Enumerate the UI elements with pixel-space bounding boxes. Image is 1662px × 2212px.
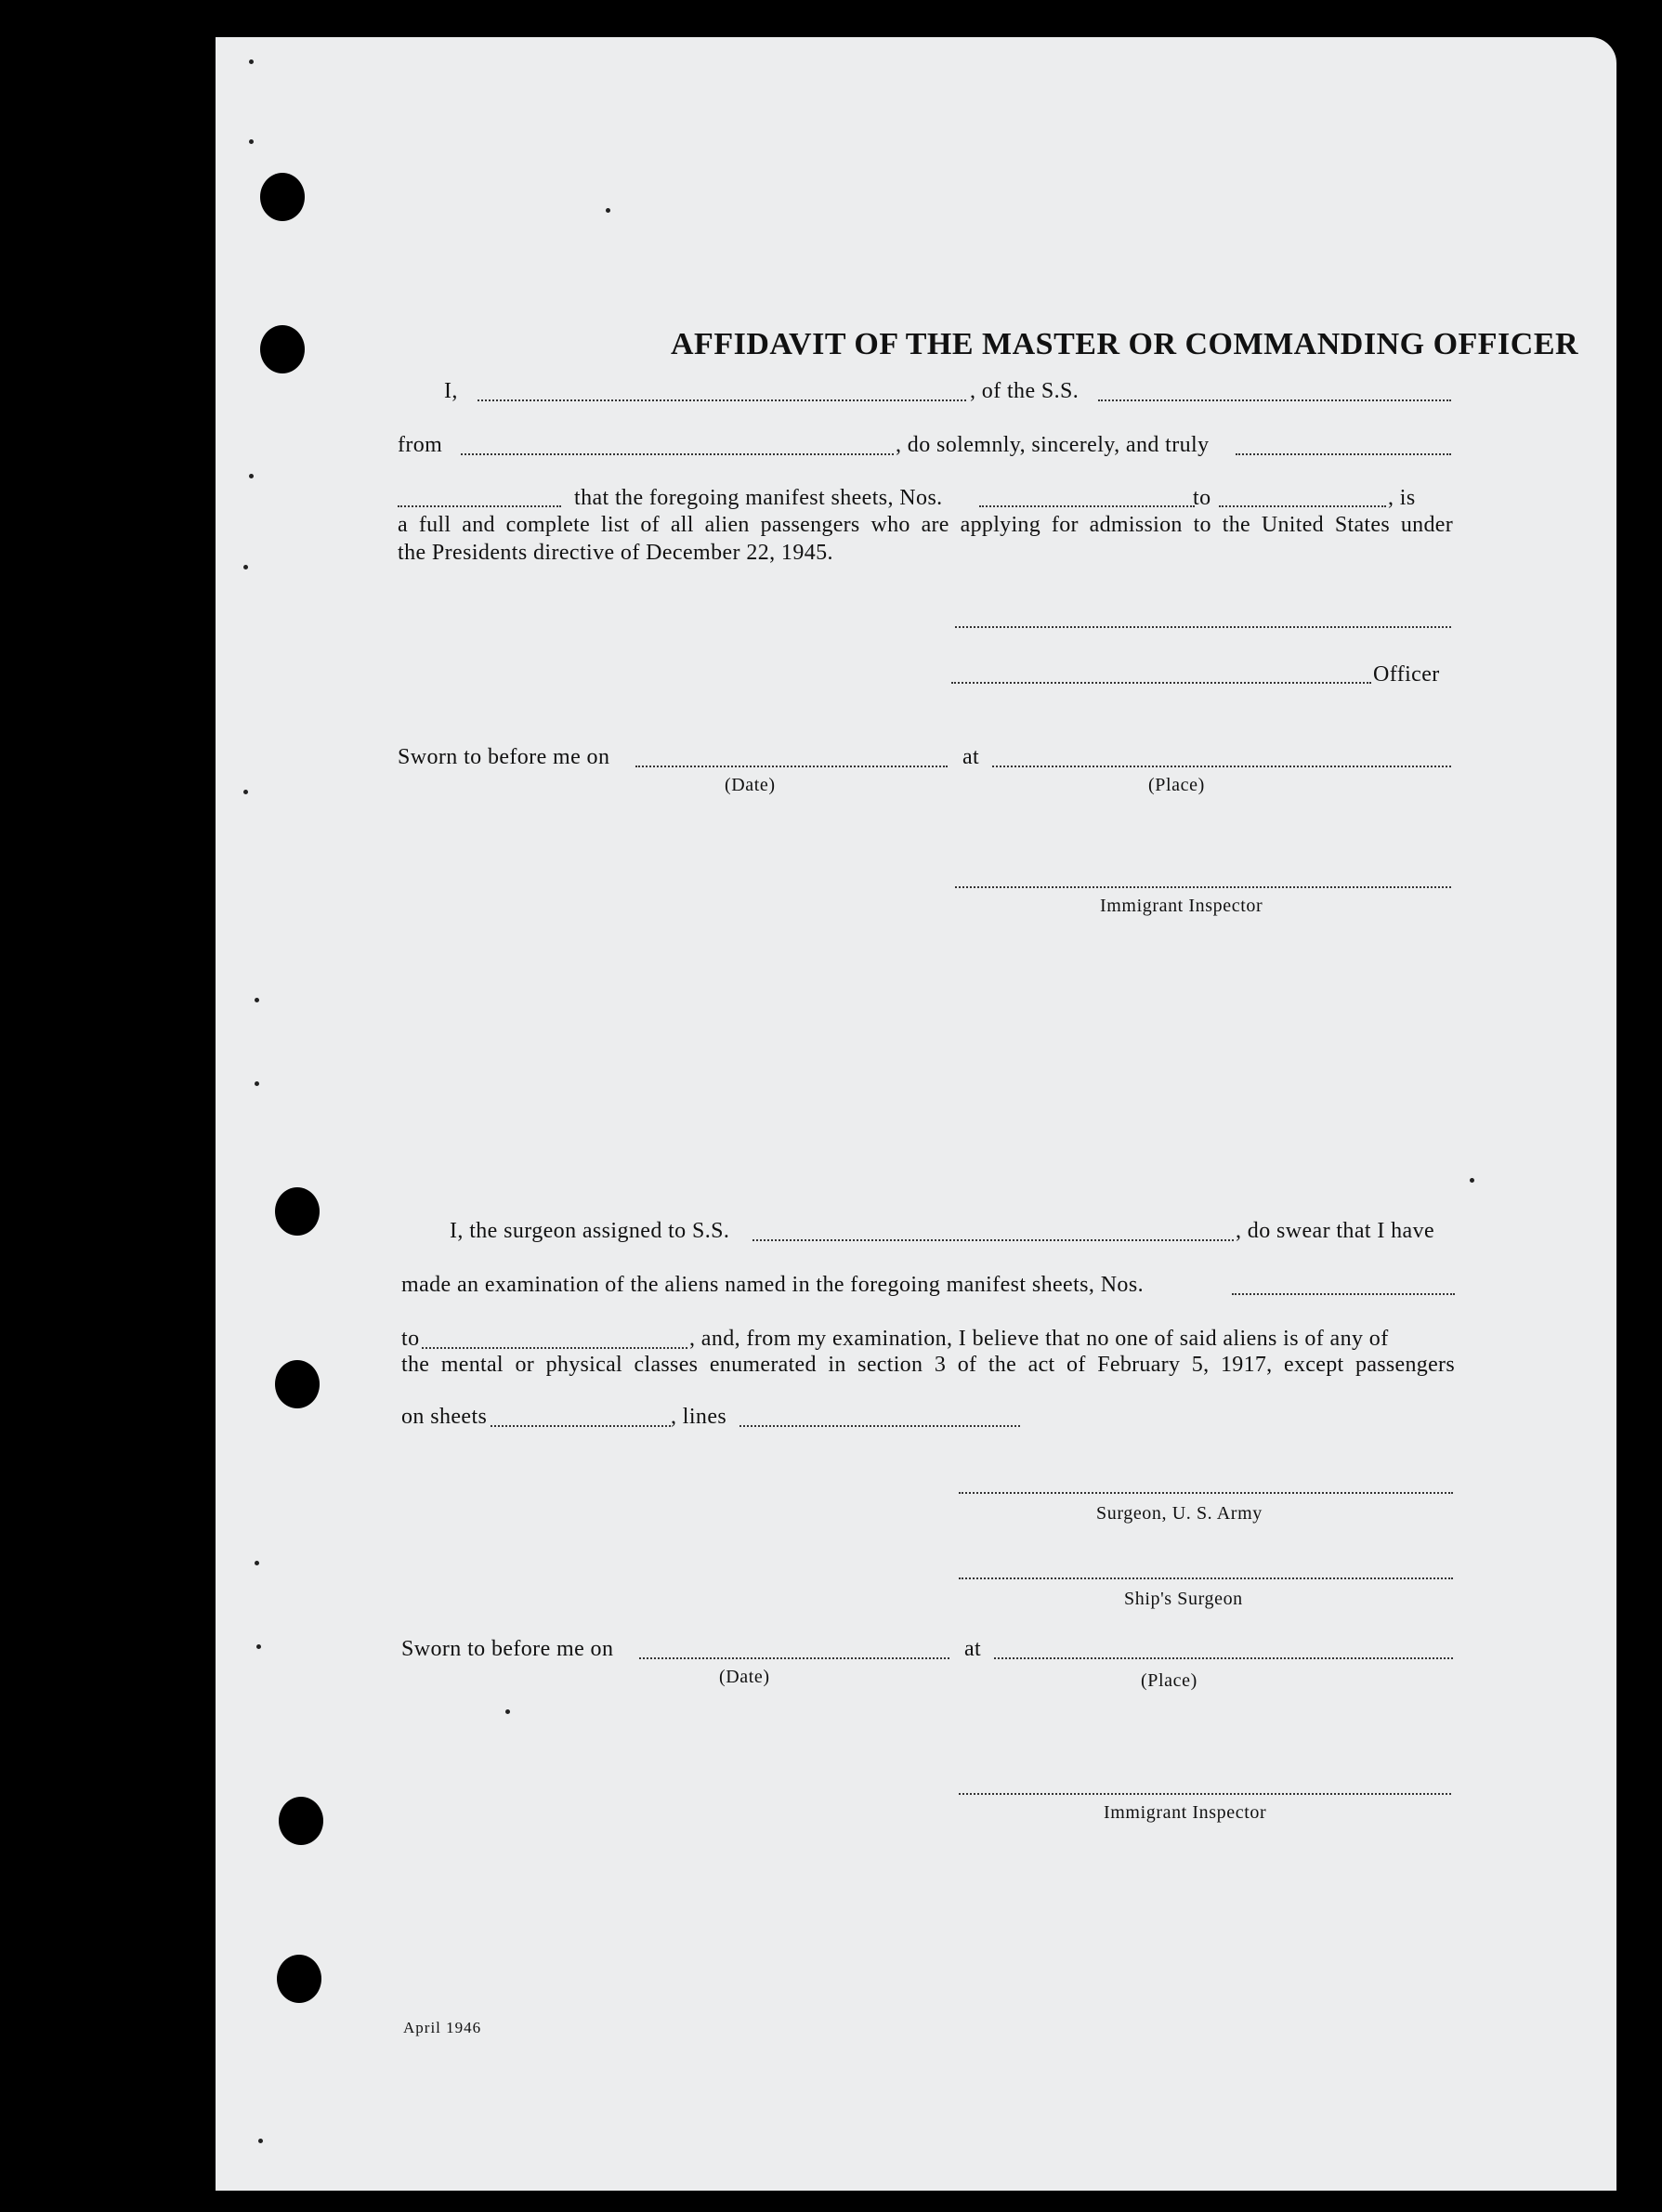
surgeon-nos-to-field[interactable]: [422, 1347, 687, 1349]
punch-hole: [277, 1955, 321, 2003]
master-at-label: at: [962, 745, 980, 769]
document-page: [216, 37, 1616, 2191]
master-nos-from-field[interactable]: [979, 505, 1195, 507]
surgeon-lines-label: , lines: [671, 1405, 727, 1429]
speck: [255, 1561, 259, 1565]
surgeon-date-caption: (Date): [719, 1667, 770, 1687]
master-ss-label: , of the S.S.: [970, 379, 1080, 403]
master-signature-field[interactable]: [955, 626, 1451, 628]
master-ship-field[interactable]: [1098, 399, 1451, 401]
officer-label: Officer: [1373, 662, 1440, 687]
master-body-line-2: the Presidents directive of December 22, 1945.: [398, 541, 833, 565]
officer-signature-field[interactable]: [951, 682, 1371, 684]
surgeon-to-label: to: [401, 1327, 420, 1351]
surgeon-sworn-label: Sworn to before me on: [401, 1637, 614, 1661]
speck: [243, 565, 248, 569]
master-from-label: from: [398, 433, 443, 457]
master-place-caption: (Place): [1148, 775, 1205, 795]
master-body-line: a full and complete list of all alien passengers who are applying for admission to the United States under: [398, 513, 1453, 537]
speck: [505, 1709, 510, 1714]
ship-surgeon-signature-field[interactable]: [959, 1577, 1453, 1579]
punch-hole: [260, 325, 305, 373]
speck: [255, 998, 259, 1002]
army-surgeon-label: Surgeon, U. S. Army: [1096, 1503, 1263, 1524]
surgeon-inspector-signature-field[interactable]: [959, 1793, 1451, 1795]
speck: [243, 790, 248, 794]
surgeon-sheets-field[interactable]: [491, 1425, 671, 1427]
surgeon-place-caption: (Place): [1141, 1670, 1197, 1691]
master-name-field[interactable]: [478, 399, 966, 401]
speck: [249, 59, 254, 64]
surgeon-sheets-label: on sheets: [401, 1405, 488, 1429]
punch-hole: [279, 1797, 323, 1845]
speck: [606, 208, 610, 213]
master-inspector-signature-field[interactable]: [955, 886, 1451, 888]
ship-surgeon-label: Ship's Surgeon: [1124, 1589, 1243, 1609]
master-sworn-label: Sworn to before me on: [398, 745, 610, 769]
speck: [1470, 1178, 1474, 1183]
speck: [255, 1081, 259, 1086]
surgeon-inspector-label: Immigrant Inspector: [1104, 1802, 1267, 1823]
form-title: AFFIDAVIT OF THE MASTER OR COMMANDING OFFICER: [671, 327, 1579, 361]
master-from-field[interactable]: [461, 453, 894, 455]
surgeon-exam-label: made an examination of the aliens named in the foregoing manifest sheets, Nos.: [401, 1273, 1144, 1297]
surgeon-belief-label: , and, from my examination, I believe that no one of said aliens is of any of: [689, 1327, 1389, 1351]
speck: [256, 1644, 261, 1649]
speck: [258, 2139, 263, 2143]
master-i-label: I,: [444, 379, 458, 403]
master-oath-field[interactable]: [398, 505, 561, 507]
master-date-caption: (Date): [725, 775, 776, 795]
surgeon-lines-field[interactable]: [739, 1425, 1020, 1427]
surgeon-sworn-date-field[interactable]: [639, 1657, 949, 1659]
master-nos-to-field[interactable]: [1219, 505, 1386, 507]
surgeon-at-label: at: [964, 1637, 982, 1661]
speck: [249, 474, 254, 478]
master-is-label: , is: [1388, 486, 1416, 510]
surgeon-nos-field[interactable]: [1232, 1293, 1455, 1295]
form-date: April 1946: [403, 2019, 482, 2036]
master-to-label: to: [1193, 486, 1211, 510]
army-surgeon-signature-field[interactable]: [959, 1492, 1453, 1494]
surgeon-ship-field[interactable]: [752, 1239, 1234, 1241]
master-swear-field[interactable]: [1236, 453, 1451, 455]
master-manifest-label: that the foregoing manifest sheets, Nos.: [574, 486, 943, 510]
surgeon-body-line: the mental or physical classes enumerated in section 3 of the act of February 5, 1917, except passengers: [401, 1353, 1455, 1377]
master-sworn-date-field[interactable]: [635, 766, 948, 767]
speck: [249, 139, 254, 144]
master-inspector-label: Immigrant Inspector: [1100, 896, 1263, 916]
surgeon-swear-label: , do swear that I have: [1236, 1219, 1435, 1243]
punch-hole: [275, 1187, 320, 1236]
surgeon-sworn-place-field[interactable]: [994, 1657, 1453, 1659]
punch-hole: [260, 173, 305, 221]
master-sworn-place-field[interactable]: [992, 766, 1451, 767]
punch-hole: [275, 1360, 320, 1408]
master-swear-label: , do solemnly, sincerely, and truly: [896, 433, 1210, 457]
surgeon-line1-label: I, the surgeon assigned to S.S.: [450, 1219, 730, 1243]
